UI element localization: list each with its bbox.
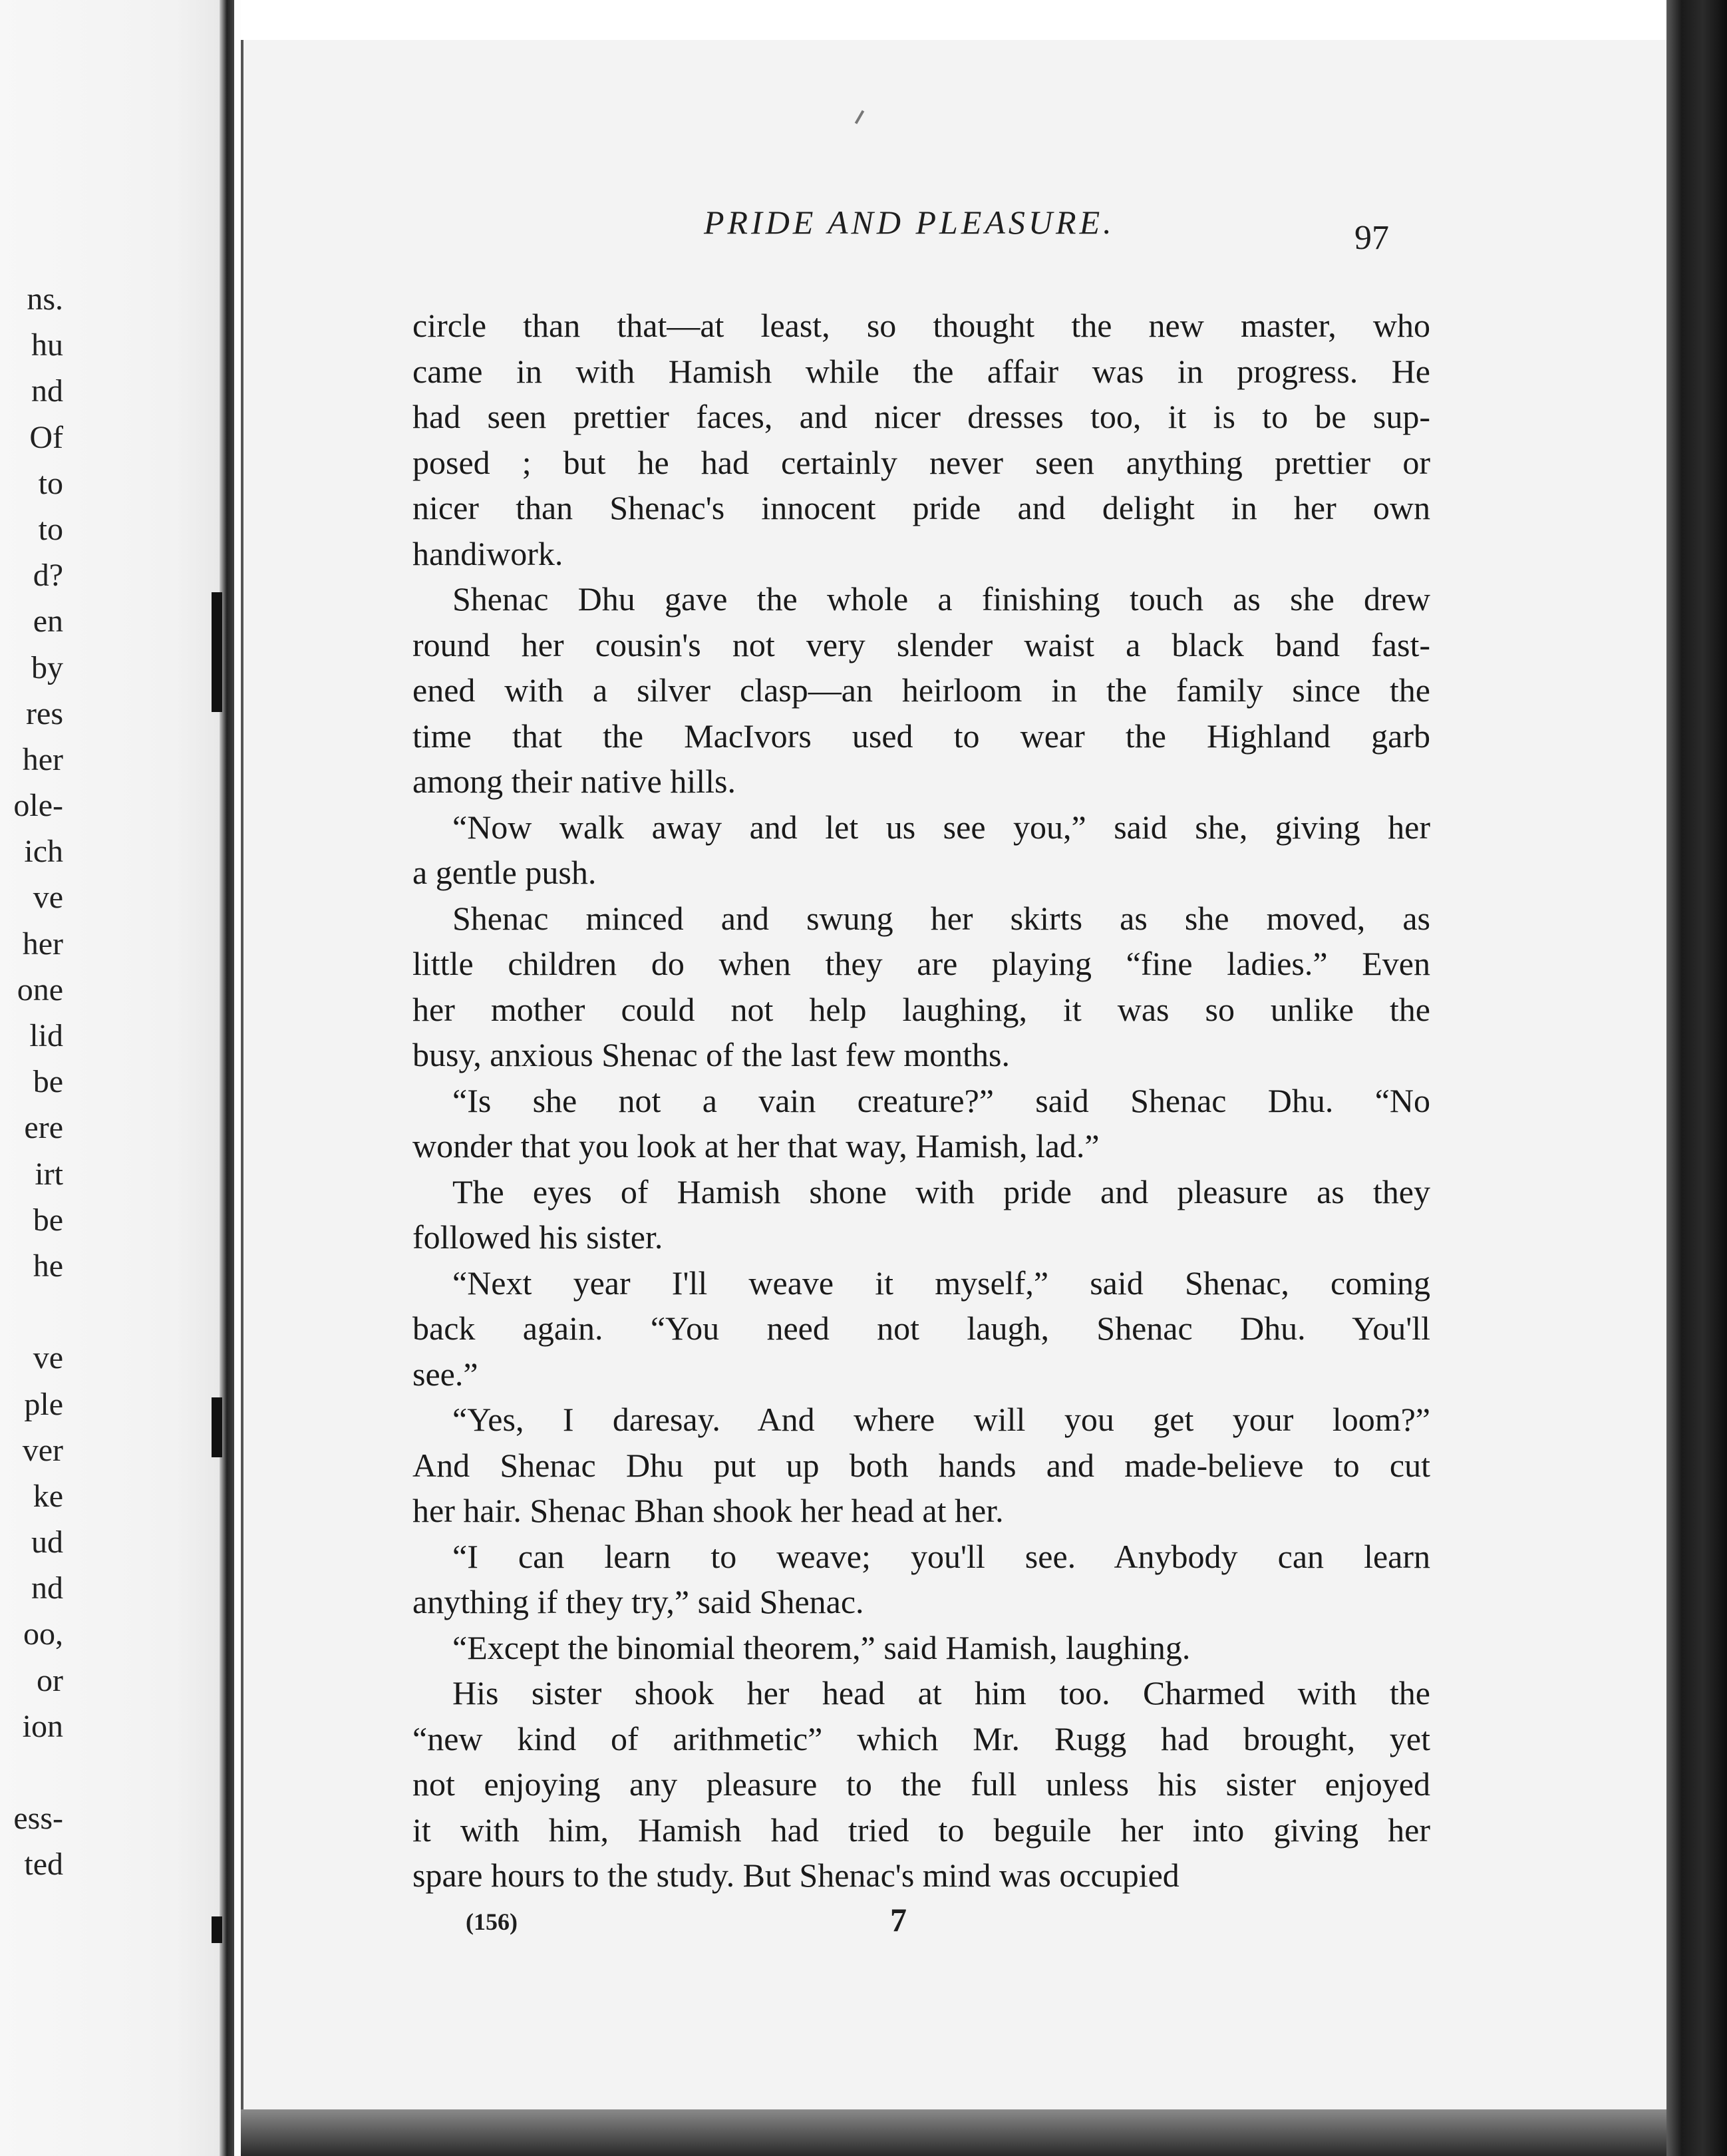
text-line: posed ; but he had certainly never seen anything prettier or — [412, 443, 1430, 481]
text-line: wonder that you look at her that way, Hamish, lad.” — [412, 1127, 1100, 1165]
left-page-fragment: ver — [22, 1432, 63, 1468]
text-line: spare hours to the study. But Shenac's mind was occupied — [412, 1857, 1179, 1894]
text-line: circle than that—at least, so thought the new master, who — [412, 307, 1430, 344]
left-page-fragment — [0, 1749, 63, 1795]
text-line: nicer than Shenac's innocent pride and delight in her own — [412, 489, 1430, 526]
text-line: ened with a silver clasp—an heirloom in the family since the — [412, 671, 1430, 709]
text-line: “I can learn to weave; you'll see. Anybody can learn — [452, 1537, 1430, 1575]
left-page-fragment: or — [37, 1662, 63, 1698]
gutter-gap — [234, 0, 241, 2156]
text-line: see.” — [412, 1355, 478, 1393]
text-line: among their native hills. — [412, 763, 736, 800]
text-line: “Next year I'll weave it myself,” said Shenac, coming — [452, 1264, 1430, 1302]
left-page-fragment: ole- — [13, 788, 63, 824]
left-page-fragment — [0, 1289, 63, 1335]
text-line: “Is she not a vain creature?” said Shenac Dhu. “No — [452, 1081, 1430, 1119]
binding-gutter — [220, 0, 234, 2156]
signature-number: 7 — [890, 1901, 907, 1938]
left-page-fragment: ple — [24, 1386, 63, 1422]
left-facing-page — [0, 0, 220, 2156]
text-line: “Yes, I daresay. And where will you get your loom?” — [452, 1401, 1430, 1438]
left-page-fragment: ve — [33, 880, 63, 916]
text-line: back again. “You need not laugh, Shenac Dhu. You'll — [412, 1310, 1430, 1347]
text-line: “new kind of arithmetic” which Mr. Rugg had brought, yet — [412, 1719, 1430, 1757]
text-line: little children do when they are playing “fine ladies.” Even — [412, 945, 1430, 982]
left-page-fragment: he — [33, 1248, 63, 1284]
text-line: time that the MacIvors used to wear the Highland garb — [412, 717, 1430, 755]
text-line: “Except the binomial theorem,” said Hamish, laughing. — [452, 1628, 1191, 1666]
text-line: it with him, Hamish had tried to beguile her into giving her — [412, 1811, 1430, 1849]
running-title: PRIDE AND PLEASURE. — [704, 204, 1115, 241]
left-page-fragment: be — [33, 1064, 63, 1100]
text-line: busy, anxious Shenac of the last few months. — [412, 1036, 1010, 1073]
left-page-fragment: her — [22, 741, 63, 777]
left-page-fragment: nd — [31, 1570, 63, 1606]
left-page-fragment: ion — [22, 1708, 63, 1744]
text-line: And Shenac Dhu put up both hands and made-believe to cut — [412, 1446, 1430, 1484]
left-page-fragment: be — [33, 1202, 63, 1238]
text-line: anything if they try,” said Shenac. — [412, 1583, 864, 1620]
text-line: not enjoying any pleasure to the full unless his sister enjoyed — [412, 1765, 1430, 1803]
text-line: a gentle push. — [412, 854, 597, 891]
left-page-fragment: ich — [24, 834, 63, 870]
left-page-fragment: ve — [33, 1340, 63, 1376]
left-page-fragment: nd — [31, 373, 63, 409]
text-line: her hair. Shenac Bhan shook her head at her. — [412, 1492, 1004, 1529]
left-page-fragment: ted — [24, 1847, 63, 1883]
left-page-fragment: d? — [33, 558, 63, 594]
left-page-fragment: ns. — [27, 281, 63, 317]
text-line: had seen prettier faces, and nicer dresses too, it is to be sup- — [412, 398, 1430, 435]
text-line: His sister shook her head at him too. Charmed with the — [452, 1674, 1430, 1711]
body-text — [412, 303, 1430, 1898]
left-page-fragment: to — [38, 465, 63, 501]
text-line: Shenac Dhu gave the whole a finishing touch as she drew — [452, 580, 1430, 618]
text-line: Shenac minced and swung her skirts as she moved, as — [452, 899, 1430, 937]
page-number: 97 — [1354, 219, 1389, 257]
signature-mark: (156) — [466, 1908, 518, 1935]
binding-notch — [212, 592, 222, 712]
text-line: “Now walk away and let us see you,” said she, giving her — [452, 808, 1430, 846]
right-page-edge — [1666, 0, 1727, 2156]
left-page-fragment: ere — [24, 1110, 63, 1146]
text-line: handiwork. — [412, 534, 563, 572]
left-page-fragment: her — [22, 926, 63, 962]
left-page-fragment: en — [33, 604, 63, 639]
text-line: came in with Hamish while the affair was in progress. He — [412, 352, 1430, 390]
left-page-fragment: ess- — [13, 1801, 63, 1837]
binding-notch — [212, 1916, 222, 1943]
bottom-page-edge — [241, 2109, 1666, 2156]
left-page-fragment: hu — [31, 327, 63, 363]
left-page-fragment: to — [38, 511, 63, 547]
binding-notch — [212, 1397, 222, 1457]
text-line: The eyes of Hamish shone with pride and pleasure as they — [452, 1172, 1430, 1210]
left-page-fragment: oo, — [23, 1616, 63, 1652]
left-page-fragment: Of — [29, 419, 63, 455]
text-line: her mother could not help laughing, it was so unlike the — [412, 990, 1430, 1028]
text-line: followed his sister. — [412, 1218, 663, 1256]
text-line: round her cousin's not very slender waist a black band fast- — [412, 626, 1430, 663]
left-page-fragment: res — [26, 695, 63, 731]
left-page-fragment: lid — [29, 1018, 63, 1053]
left-page-fragment: one — [17, 972, 63, 1007]
left-page-text-fragments — [0, 276, 63, 1888]
left-page-fragment: by — [31, 649, 63, 685]
left-page-fragment: irt — [35, 1156, 63, 1192]
left-page-fragment: ke — [33, 1478, 63, 1514]
left-page-fragment: ud — [31, 1525, 63, 1560]
